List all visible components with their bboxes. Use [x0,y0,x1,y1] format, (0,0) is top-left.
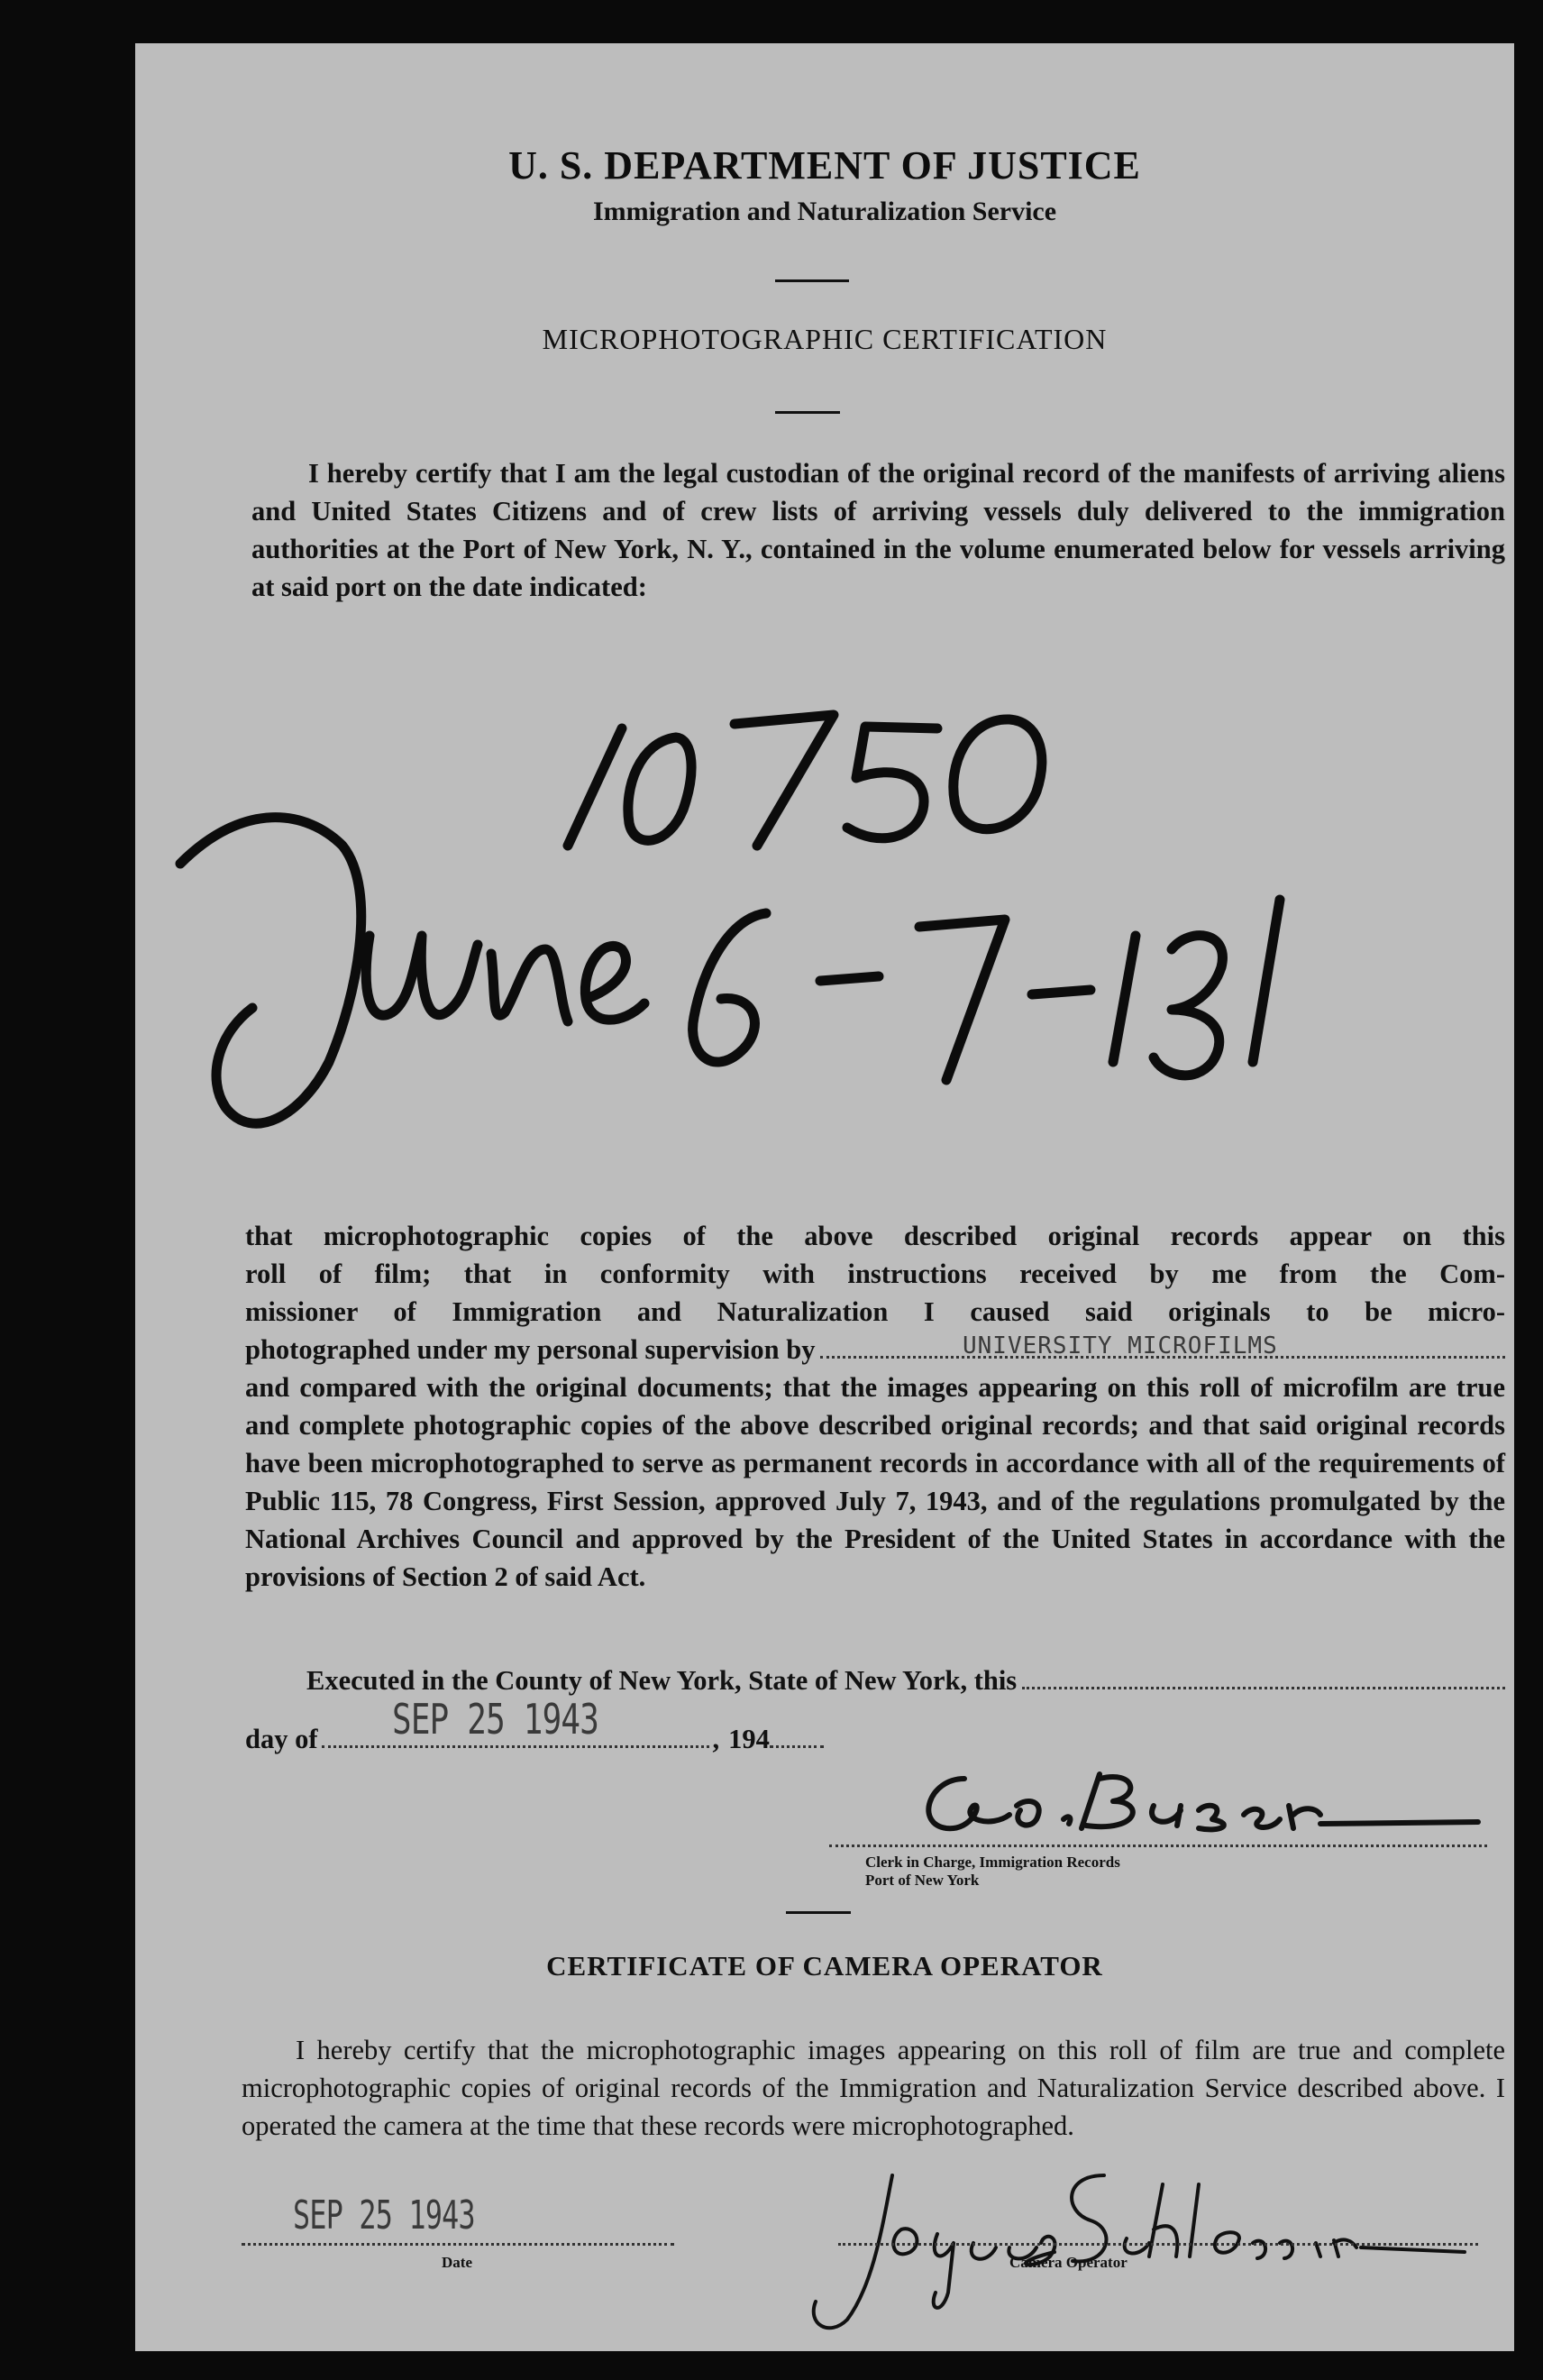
supervision-label: photographed under my personal supervision by [245,1334,816,1365]
service-subheading: Immigration and Naturalization Service [592,197,1057,226]
day-fill-line [322,1745,709,1748]
camera-operator-statement: I hereby certify that the microphotographic images appearing on this roll of film are true and complete microphotographic copies of original records of the Immigration and Naturalization Service described above. I operated the camera at the time that these records were microphotographed. [242,2035,1505,2141]
department-heading: U. S. DEPARTMENT OF JUSTICE [508,143,1141,188]
year-prefix: 194 [728,1724,770,1754]
camera-operator-heading: CERTIFICATE OF CAMERA OPERATOR [546,1950,1103,1982]
day-of-label: day of [245,1724,318,1754]
microphotography-statement [245,1217,1505,1596]
camera-date-stamp: SEP 25 1943 [293,2192,475,2238]
comma: , [712,1724,720,1754]
certificate-page [135,43,1514,2351]
execution-date-stamp: SEP 25 1943 [392,1695,599,1744]
clerk-title: Clerk in Charge, Immigration Records [865,1854,1120,1871]
divider [775,279,849,282]
execution-text: Executed in the County of New York, State of New York, this [306,1665,1018,1696]
clerk-signature-line [829,1844,1487,1847]
divider [775,411,840,414]
date-line [242,2243,674,2246]
year-fill-line [770,1745,824,1748]
execution-fill-line [1022,1686,1505,1689]
statement-line: that microphotographic copies of the above described original records appear on this [245,1221,1505,1251]
supervision-line [245,1331,1505,1368]
custodian-statement: I hereby certify that I am the legal custodian of the original record of the manifests of arriving aliens and United States Citizens and of crew lists of arriving vessels duly delivered to the immigration authorities at the Port of New York, N. Y., contained in the volume enumerated below for vessels arriving at said port on the date indicated: [251,458,1505,602]
handwritten-date [135,764,1307,1179]
execution-line [306,1661,1505,1699]
page-title: MICROPHOTOGRAPHIC CERTIFICATION [542,323,1108,355]
camera-operator-label: Camera Operator [1009,2254,1128,2271]
camera-operator-line [838,2243,1478,2246]
clerk-signature [910,1752,1487,1842]
clerk-port: Port of New York [865,1872,980,1889]
operator-stamp: UNIVERSITY MICROFILMS [963,1332,1278,1359]
date-label: Date [442,2254,472,2271]
camera-operator-signature [793,2157,1496,2338]
divider [786,1911,851,1914]
statement-line: roll of film; that in conformity with instructions received by me from the Com- [245,1259,1505,1289]
statement-line: missioner of Immigration and Naturalization I caused said originals to be micro- [245,1296,1505,1327]
statement-body: and compared with the original documents; that the images appearing on this roll of microfilm are true and complete photographic copies of the above described original records; and that said original records have been microphotographed to serve as permanent records in accordance with all of the requirements of Public 115, 78 Congress, First Session, approved July 7, 1943, and of the regulations promulgated by the National Archives Council and approved by the President of the United States in accordance with the provisions of Section 2 of said Act. [245,1372,1505,1592]
